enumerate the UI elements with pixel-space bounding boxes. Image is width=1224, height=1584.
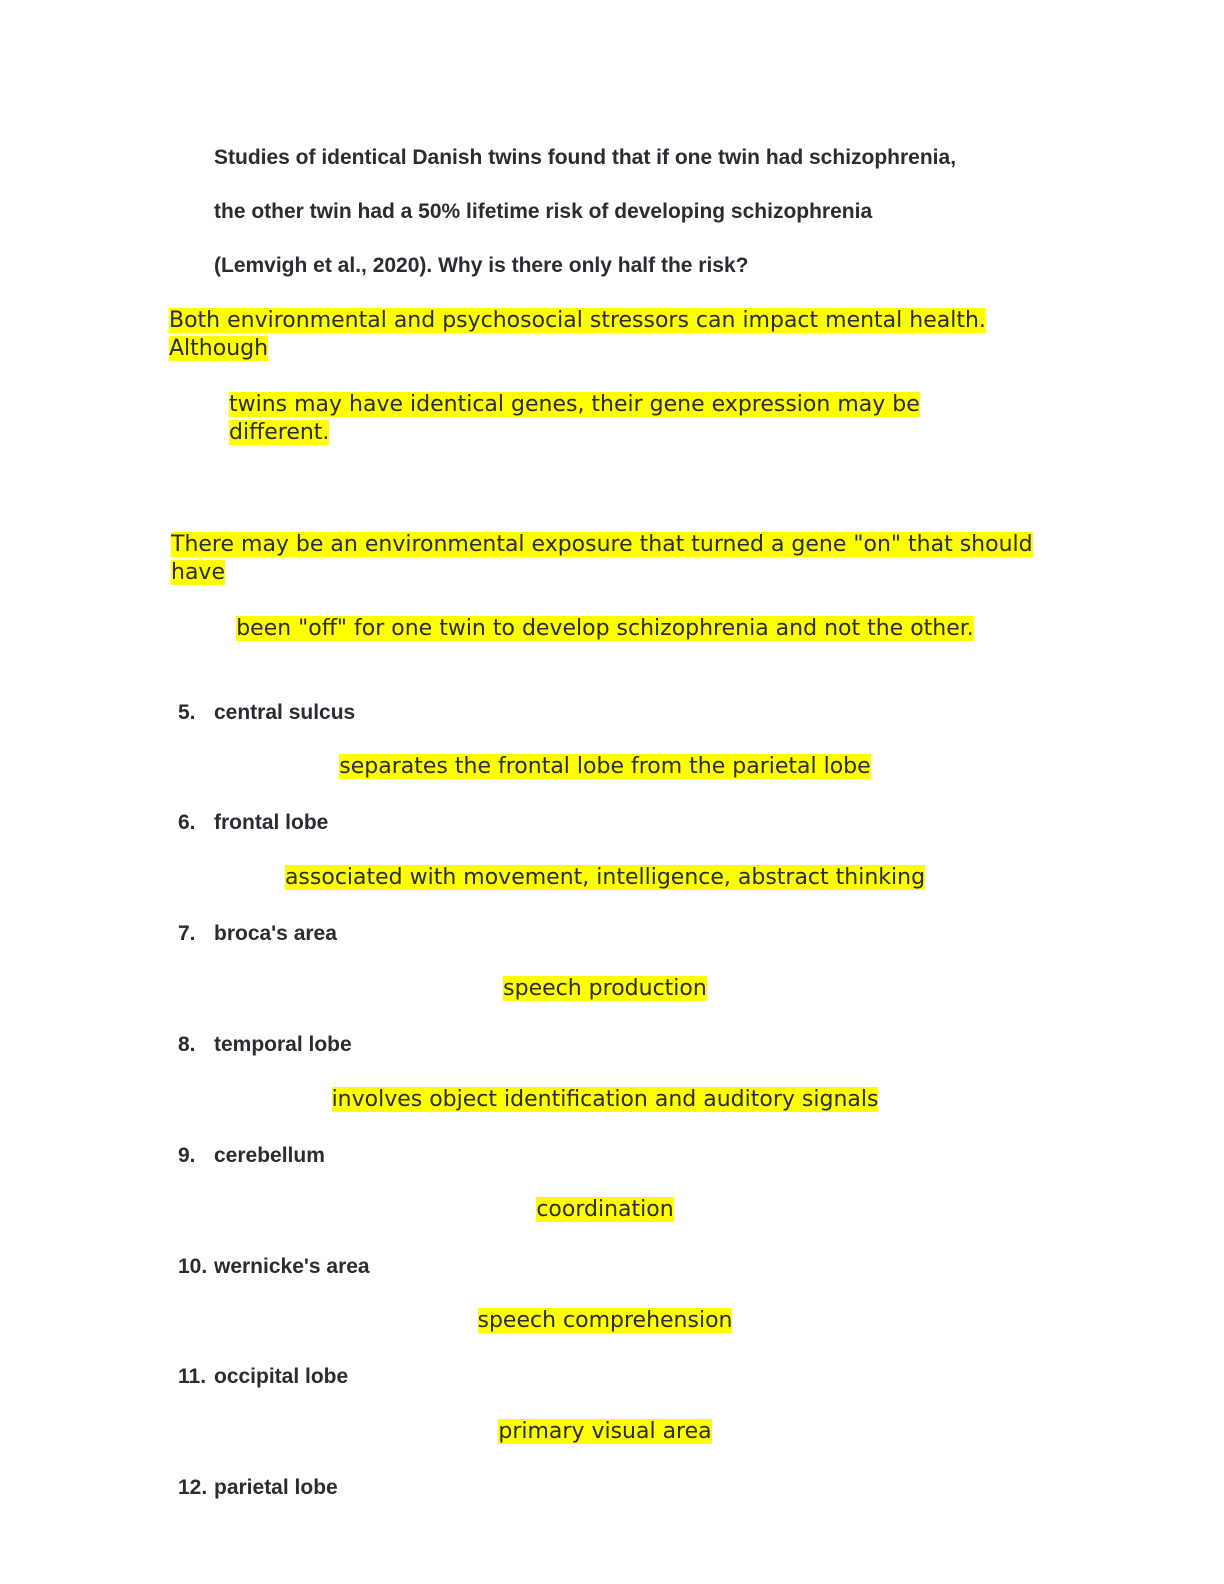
answer-text: been "off" for one twin to develop schizophrenia and not the other. (236, 616, 974, 641)
list-item-term: parietal lobe (214, 1476, 338, 1499)
list-item-term: central sulcus (214, 701, 356, 724)
list-item-term: cerebellum (214, 1144, 325, 1167)
list-item-answer (205, 1086, 1005, 1114)
answer-text: twins may have identical genes, their gene expression may be different. (229, 392, 920, 445)
answer-text: There may be an environmental exposure that turned a gene "on" that should have (171, 532, 1033, 585)
list-item-number: 10. (178, 1255, 208, 1278)
list-item-number: 7. (178, 922, 196, 945)
answer-text: primary visual area (498, 1419, 712, 1444)
answer-text: associated with movement, intelligence, abstract thinking (284, 865, 926, 890)
list-item-number: 12. (178, 1476, 208, 1499)
intro-line-1: Studies of identical Danish twins found that if one twin had schizophrenia, (214, 146, 957, 169)
list-item-term: frontal lobe (214, 811, 329, 834)
list-item-answer (205, 753, 1005, 781)
list-item-answer (205, 975, 1005, 1003)
answer-text: Both environmental and psychosocial stressors can impact mental health. Although (169, 308, 986, 361)
answer-block-4 (205, 615, 1005, 643)
list-item-answer (205, 1196, 1005, 1224)
list-item-number: 11. (178, 1365, 207, 1388)
answer-block-2 (229, 391, 1009, 447)
list-item-term: occipital lobe (214, 1365, 349, 1388)
list-item-answer (205, 1307, 1005, 1335)
answer-text: coordination (536, 1197, 674, 1222)
list-item-number: 5. (178, 701, 196, 724)
answer-block-3 (171, 531, 1051, 587)
answer-text: involves object identification and auditory signals (331, 1087, 879, 1112)
list-item-term: broca's area (214, 922, 337, 945)
list-item-term: temporal lobe (214, 1033, 352, 1056)
intro-line-3: (Lemvigh et al., 2020). Why is there only half the risk? (214, 254, 749, 277)
list-item-term: wernicke's area (214, 1255, 370, 1278)
answer-text: separates the frontal lobe from the parietal lobe (339, 754, 871, 779)
answer-text: speech production (503, 976, 707, 1001)
list-item-answer (205, 1418, 1005, 1446)
list-item-answer (205, 864, 1005, 892)
answer-text: speech comprehension (477, 1308, 733, 1333)
list-item-number: 8. (178, 1033, 196, 1056)
answer-block-1 (169, 307, 1069, 363)
list-item-number: 9. (178, 1144, 196, 1167)
list-item-number: 6. (178, 811, 196, 834)
intro-line-2: the other twin had a 50% lifetime risk of developing schizophrenia (214, 200, 873, 223)
